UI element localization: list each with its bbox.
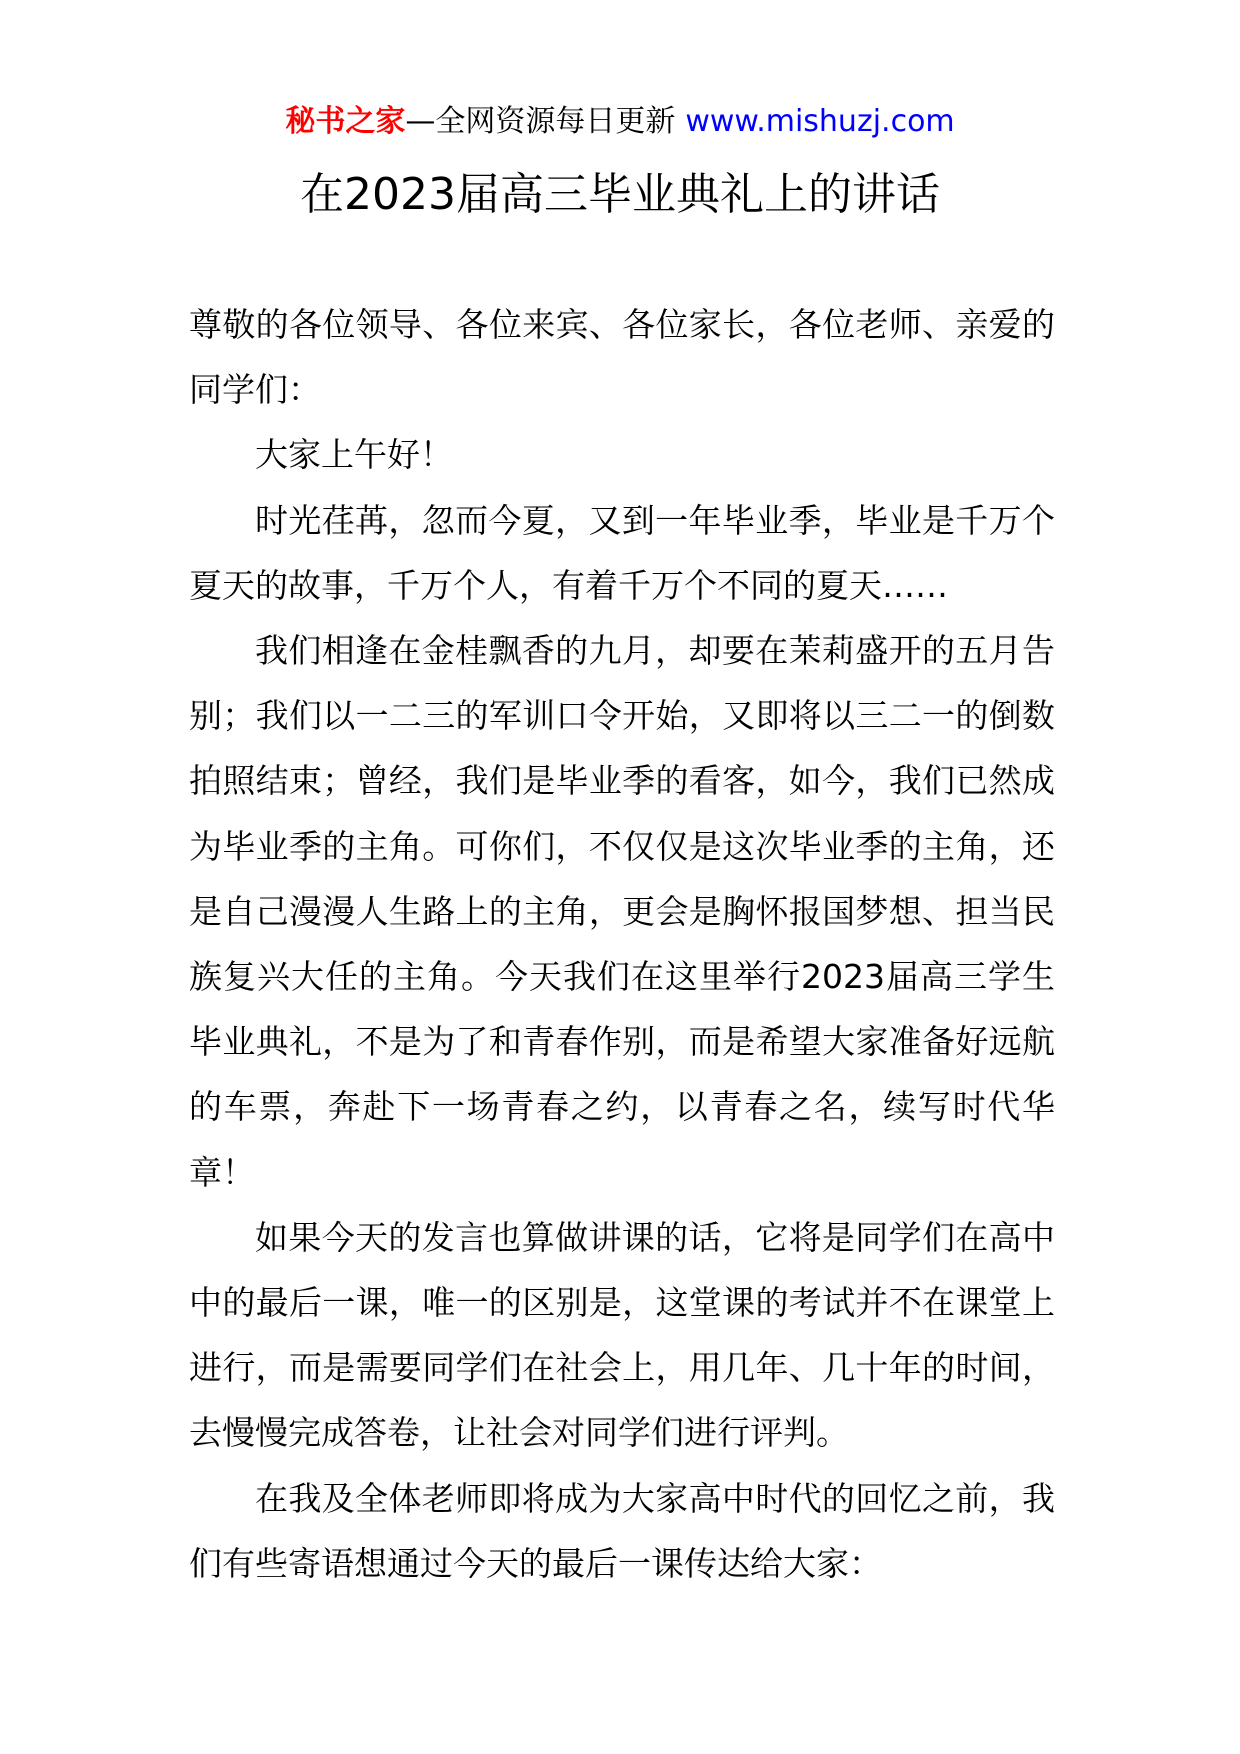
salutation: 尊敬的各位领导、各位来宾、各位家长，各位老师、亲爱的同学们： bbox=[189, 305, 1055, 410]
paragraph-message: 在我及全体老师即将成为大家高中时代的回忆之前，我们有些寄语想通过今天的最后一课传达给大家： bbox=[189, 1478, 1055, 1583]
site-url-link[interactable]: www.mishuzj.com bbox=[685, 104, 955, 139]
document-title: 在2023届高三毕业典礼上的讲话 bbox=[300, 169, 940, 220]
paragraph-last-lesson: 如果今天的发言也算做讲课的话，它将是同学们在高中中的最后一课，唯一的区别是，这堂课的考试并不在课堂上进行，而是需要同学们在社会上，用几年、几十年的时间，去慢慢完成答卷，让社会对同学们进行评判。 bbox=[189, 1217, 1055, 1453]
paragraph-greeting: 大家上午好！ bbox=[255, 435, 453, 475]
site-header bbox=[0, 98, 1240, 146]
document-body bbox=[189, 292, 1055, 1596]
site-slogan: —全网资源每日更新 bbox=[405, 104, 676, 139]
paragraph-journey: 我们相逢在金桂飘香的九月，却要在茉莉盛开的五月告别；我们以一二三的军训口令开始，又即将以三二一的倒数拍照结束；曾经，我们是毕业季的看客，如今，我们已然成为毕业季的主角。可你们，不仅仅是这次毕业季的主角，还是自己漫漫人生路上的主角，更会是胸怀报国梦想、担当民族复兴大任的主角。今天我们在这里举行2023届高三学生毕业典礼，不是为了和青春作别，而是希望大家准备好远航的车票，奔赴下一场青春之约，以青春之名，续写时代华章！ bbox=[189, 631, 1055, 1192]
paragraph-summer: 时光荏苒，忽而今夏，又到一年毕业季，毕业是千万个夏天的故事，千万个人，有着千万个不同的夏天…… bbox=[189, 500, 1055, 605]
site-name: 秘书之家 bbox=[285, 104, 406, 139]
